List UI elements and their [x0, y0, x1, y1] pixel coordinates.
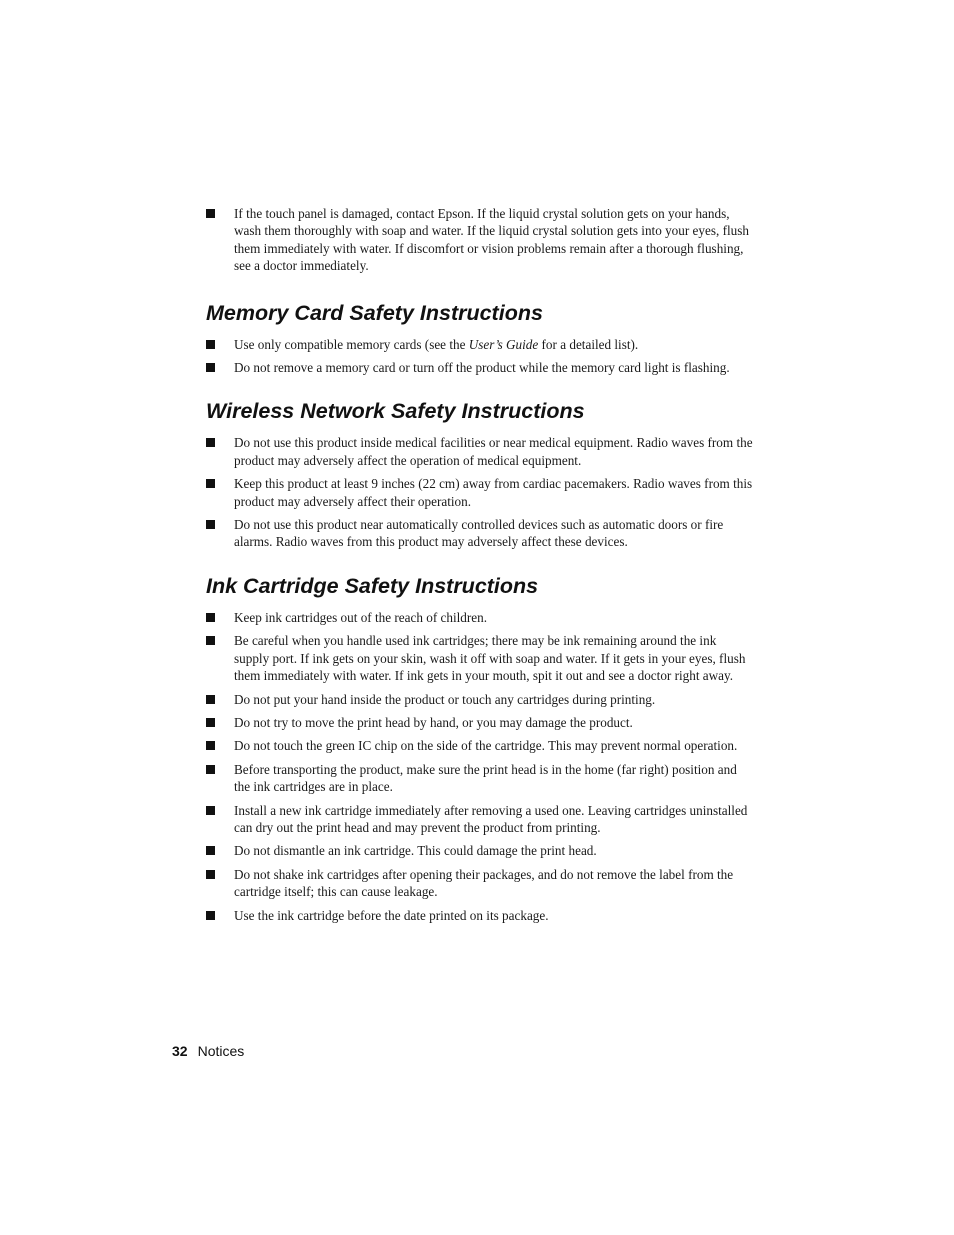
bullet-item-ink-print-head	[206, 714, 754, 731]
bullet-text: Do not shake ink cartridges after opening their packages, and do not remove the label from the cartridge itself; this can cause leakage.	[234, 866, 734, 900]
bullet-text: Do not touch the green IC chip on the side of the cartridge. This may prevent normal operation.	[234, 738, 738, 754]
bullet-item-ink-shake	[206, 866, 754, 901]
bullet-item-ink-date	[206, 907, 754, 924]
bullet-item-ink-children	[206, 609, 754, 626]
bullet-text: Do not remove a memory card or turn off the product while the memory card light is flashing.	[234, 360, 730, 376]
bullet-item-memory-compatible	[206, 336, 754, 353]
square-bullet-icon	[206, 613, 215, 622]
page-footer	[172, 1043, 244, 1059]
bullet-item-ink-printing	[206, 691, 754, 708]
square-bullet-icon	[206, 870, 215, 879]
section-title-memory-card: Memory Card Safety Instructions	[206, 300, 543, 325]
square-bullet-icon	[206, 741, 215, 750]
bullet-text: Before transporting the product, make sure the print head is in the home (far right) position and the ink cartridges are in place.	[234, 761, 737, 795]
square-bullet-icon	[206, 911, 215, 920]
bullet-text: Do not put your hand inside the product or touch any cartridges during printing.	[234, 691, 656, 707]
bullet-text-part: Use only compatible memory cards (see the	[234, 336, 469, 352]
bullet-text: Keep ink cartridges out of the reach of children.	[234, 609, 488, 625]
bullet-item-ink-install	[206, 802, 754, 837]
bullet-text	[234, 337, 638, 352]
page-number: 32	[172, 1043, 188, 1059]
bullet-item-wireless-devices	[206, 516, 754, 551]
square-bullet-icon	[206, 695, 215, 704]
bullet-text: Use the ink cartridge before the date printed on its package.	[234, 907, 549, 923]
bullet-text: Do not use this product near automatically controlled devices such as automatic doors or fire alarms. Radio waves from this product may adversely affect these devices.	[234, 517, 724, 550]
square-bullet-icon	[206, 363, 215, 372]
bullet-text: Be careful when you handle used ink cartridges; there may be ink remaining around the ink supply port. If ink gets on your skin, wash it off with soap and water. If it gets in your eyes, flush them immediately with water. If ink gets in your mouth, spit it out and see a doctor right away.	[234, 633, 746, 684]
section-title-wireless-network: Wireless Network Safety Instructions	[206, 399, 585, 424]
section-title-ink-cartridge: Ink Cartridge Safety Instructions	[206, 573, 539, 598]
bullet-item-wireless-pacemaker	[206, 475, 754, 510]
square-bullet-icon	[206, 765, 215, 774]
bullet-text: Install a new ink cartridge immediately after removing a used one. Leaving cartridges uninstalled can dry out the print head and may prevent the product from printing.	[234, 802, 748, 835]
square-bullet-icon	[206, 438, 215, 447]
users-guide-reference: User’s Guide	[468, 336, 539, 352]
bullet-item-memory-remove	[206, 359, 754, 376]
bullet-text: Keep this product at least 9 inches (22 cm) away from cardiac pacemakers. Radio waves from this product may adversely affect their operation.	[234, 476, 753, 509]
square-bullet-icon	[206, 479, 215, 488]
bullet-text-part: for a detailed list).	[538, 336, 639, 352]
bullet-text: Do not dismantle an ink cartridge. This could damage the print head.	[234, 843, 597, 859]
bullet-item-touch-panel	[206, 205, 754, 275]
square-bullet-icon	[206, 846, 215, 855]
square-bullet-icon	[206, 520, 215, 529]
bullet-item-ink-ic-chip	[206, 737, 754, 754]
page-content	[206, 205, 754, 930]
bullet-item-ink-dismantle	[206, 842, 754, 859]
square-bullet-icon	[206, 636, 215, 645]
bullet-item-ink-transport	[206, 761, 754, 796]
bullet-text: Do not try to move the print head by hand, or you may damage the product.	[234, 714, 633, 730]
square-bullet-icon	[206, 806, 215, 815]
square-bullet-icon	[206, 718, 215, 727]
square-bullet-icon	[206, 340, 215, 349]
square-bullet-icon	[206, 209, 215, 218]
bullet-text: Do not use this product inside medical facilities or near medical equipment. Radio waves from the product may adversely affect the operation of medical equipment.	[234, 435, 753, 468]
bullet-item-ink-handling	[206, 632, 754, 684]
bullet-text: If the touch panel is damaged, contact Epson. If the liquid crystal solution gets on your hands, wash them thoroughly with soap and water. If the liquid crystal solution gets into your eyes, flush them immediately with water. If discomfort or vision problems remain after a thorough flushing, see a doctor immediately.	[234, 206, 749, 274]
bullet-item-wireless-medical	[206, 434, 754, 469]
footer-section-name: Notices	[197, 1043, 245, 1059]
